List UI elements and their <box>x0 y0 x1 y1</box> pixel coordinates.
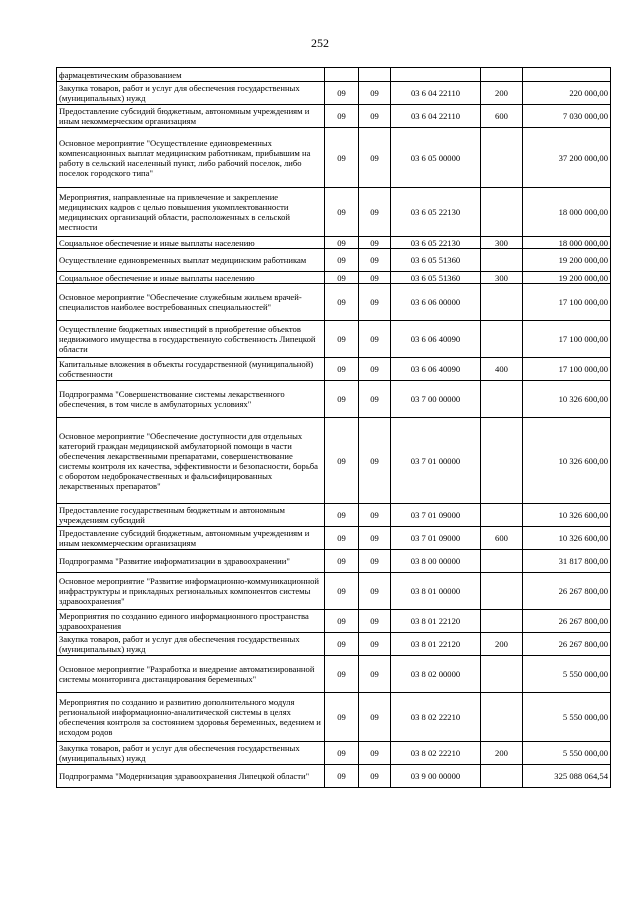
cell-razdel: 09 <box>359 321 391 358</box>
cell-razdel: 09 <box>359 573 391 610</box>
cell-name: Осуществление бюджетных инвестиций в приобретение объектов недвижимого имущества в государственную собственность Липецкой области <box>57 321 325 358</box>
cell-name: Мероприятия по созданию единого информационного пространства здравоохранения <box>57 610 325 633</box>
budget-table <box>56 67 611 788</box>
cell-expense-type: 200 <box>481 633 523 656</box>
cell-amount: 37 200 000,00 <box>523 128 611 188</box>
table-row <box>57 68 611 82</box>
cell-razdel: 09 <box>359 358 391 381</box>
cell-name: Закупка товаров, работ и услуг для обеспечения государственных (муниципальных) нужд <box>57 633 325 656</box>
cell-ved: 09 <box>325 742 359 765</box>
table-row <box>57 693 611 742</box>
cell-ved: 09 <box>325 272 359 284</box>
cell-name: Предоставление государственным бюджетным и автономным учреждениям субсидий <box>57 504 325 527</box>
table-row <box>57 610 611 633</box>
cell-amount <box>523 68 611 82</box>
cell-name: Основное мероприятие "Разработка и внедрение автоматизированной системы мониторинга дистанцирования беременных" <box>57 656 325 693</box>
cell-target-article: 03 6 05 51360 <box>391 249 481 272</box>
cell-razdel: 09 <box>359 610 391 633</box>
cell-razdel: 09 <box>359 693 391 742</box>
cell-amount: 19 200 000,00 <box>523 249 611 272</box>
cell-ved: 09 <box>325 693 359 742</box>
cell-target-article: 03 6 04 22110 <box>391 82 481 105</box>
cell-expense-type <box>481 68 523 82</box>
cell-razdel: 09 <box>359 656 391 693</box>
cell-amount: 10 326 600,00 <box>523 381 611 418</box>
cell-ved: 09 <box>325 610 359 633</box>
cell-amount: 26 267 800,00 <box>523 573 611 610</box>
cell-razdel: 09 <box>359 188 391 237</box>
cell-name: Социальное обеспечение и иные выплаты населению <box>57 272 325 284</box>
cell-ved: 09 <box>325 284 359 321</box>
table-row <box>57 504 611 527</box>
cell-target-article: 03 8 01 00000 <box>391 573 481 610</box>
table-row <box>57 550 611 573</box>
cell-razdel: 09 <box>359 550 391 573</box>
cell-name: Закупка товаров, работ и услуг для обеспечения государственных (муниципальных) нужд <box>57 82 325 105</box>
cell-ved: 09 <box>325 527 359 550</box>
cell-ved <box>325 68 359 82</box>
table-row <box>57 284 611 321</box>
cell-amount: 10 326 600,00 <box>523 418 611 504</box>
cell-razdel: 09 <box>359 527 391 550</box>
cell-razdel <box>359 68 391 82</box>
cell-expense-type: 300 <box>481 272 523 284</box>
table-row <box>57 742 611 765</box>
table-row <box>57 82 611 105</box>
table-row <box>57 358 611 381</box>
cell-target-article: 03 6 06 00000 <box>391 284 481 321</box>
cell-expense-type <box>481 610 523 633</box>
cell-name: фармацевтическим образованием <box>57 68 325 82</box>
cell-expense-type <box>481 381 523 418</box>
cell-expense-type <box>481 321 523 358</box>
cell-expense-type <box>481 693 523 742</box>
cell-expense-type: 300 <box>481 237 523 249</box>
cell-target-article: 03 8 02 22210 <box>391 742 481 765</box>
page-number: 252 <box>311 36 329 50</box>
table-row <box>57 249 611 272</box>
cell-ved: 09 <box>325 656 359 693</box>
cell-amount: 26 267 800,00 <box>523 633 611 656</box>
cell-amount: 325 088 064,54 <box>523 765 611 788</box>
cell-name: Предоставление субсидий бюджетным, автономным учреждениям и иным некоммерческим организациям <box>57 105 325 128</box>
cell-amount: 7 030 000,00 <box>523 105 611 128</box>
table-row <box>57 527 611 550</box>
table-row <box>57 418 611 504</box>
cell-target-article: 03 7 01 09000 <box>391 527 481 550</box>
cell-ved: 09 <box>325 381 359 418</box>
cell-name: Основное мероприятие "Обеспечение доступности для отдельных категорий граждан медицинской амбулаторной помощи в части обеспечения лекарственными препаратами, совершенствование системы контроля их качества, эффективности и безопасности, борьба с оборотом недоброкачественных и фальсифицированных лекарственных препаратов" <box>57 418 325 504</box>
cell-expense-type: 600 <box>481 105 523 128</box>
cell-amount: 18 000 000,00 <box>523 237 611 249</box>
cell-ved: 09 <box>325 504 359 527</box>
cell-razdel: 09 <box>359 272 391 284</box>
cell-target-article: 03 8 00 00000 <box>391 550 481 573</box>
cell-amount: 17 100 000,00 <box>523 358 611 381</box>
cell-amount: 17 100 000,00 <box>523 284 611 321</box>
cell-razdel: 09 <box>359 82 391 105</box>
cell-ved: 09 <box>325 249 359 272</box>
cell-expense-type: 200 <box>481 742 523 765</box>
cell-razdel: 09 <box>359 284 391 321</box>
cell-target-article: 03 7 01 00000 <box>391 418 481 504</box>
cell-amount: 26 267 800,00 <box>523 610 611 633</box>
cell-target-article: 03 6 05 51360 <box>391 272 481 284</box>
cell-ved: 09 <box>325 105 359 128</box>
cell-razdel: 09 <box>359 742 391 765</box>
cell-ved: 09 <box>325 128 359 188</box>
cell-name: Социальное обеспечение и иные выплаты населению <box>57 237 325 249</box>
cell-razdel: 09 <box>359 765 391 788</box>
cell-amount: 5 550 000,00 <box>523 693 611 742</box>
cell-expense-type <box>481 249 523 272</box>
cell-target-article: 03 6 06 40090 <box>391 321 481 358</box>
cell-expense-type <box>481 418 523 504</box>
cell-target-article: 03 8 02 22210 <box>391 693 481 742</box>
cell-expense-type: 200 <box>481 82 523 105</box>
table-row <box>57 765 611 788</box>
table-row <box>57 105 611 128</box>
table-row <box>57 573 611 610</box>
cell-amount: 10 326 600,00 <box>523 504 611 527</box>
cell-ved: 09 <box>325 82 359 105</box>
cell-amount: 31 817 800,00 <box>523 550 611 573</box>
cell-ved: 09 <box>325 573 359 610</box>
table-row <box>57 321 611 358</box>
cell-target-article: 03 7 00 00000 <box>391 381 481 418</box>
cell-amount: 17 100 000,00 <box>523 321 611 358</box>
cell-ved: 09 <box>325 321 359 358</box>
cell-expense-type <box>481 573 523 610</box>
cell-razdel: 09 <box>359 249 391 272</box>
cell-ved: 09 <box>325 237 359 249</box>
cell-ved: 09 <box>325 765 359 788</box>
cell-amount: 18 000 000,00 <box>523 188 611 237</box>
cell-name: Капитальные вложения в объекты государственной (муниципальной) собственности <box>57 358 325 381</box>
cell-razdel: 09 <box>359 237 391 249</box>
cell-target-article: 03 8 01 22120 <box>391 610 481 633</box>
cell-razdel: 09 <box>359 128 391 188</box>
cell-razdel: 09 <box>359 418 391 504</box>
cell-name: Подпрограмма "Совершенствование системы лекарственного обеспечения, в том числе в амбулаторных условиях" <box>57 381 325 418</box>
cell-amount: 10 326 600,00 <box>523 527 611 550</box>
cell-razdel: 09 <box>359 633 391 656</box>
cell-name: Основное мероприятие "Развитие информационно-коммуникационной инфраструктуры и прикладных региональных компонентов системы здравоохранения" <box>57 573 325 610</box>
cell-target-article: 03 6 05 22130 <box>391 237 481 249</box>
cell-target-article: 03 9 00 00000 <box>391 765 481 788</box>
cell-amount: 5 550 000,00 <box>523 742 611 765</box>
cell-target-article: 03 7 01 09000 <box>391 504 481 527</box>
cell-name: Предоставление субсидий бюджетным, автономным учреждениям и иным некоммерческим организациям <box>57 527 325 550</box>
cell-expense-type <box>481 656 523 693</box>
cell-expense-type <box>481 504 523 527</box>
cell-target-article: 03 6 05 22130 <box>391 188 481 237</box>
cell-ved: 09 <box>325 188 359 237</box>
cell-amount: 19 200 000,00 <box>523 272 611 284</box>
cell-razdel: 09 <box>359 504 391 527</box>
cell-amount: 5 550 000,00 <box>523 656 611 693</box>
table-row <box>57 237 611 249</box>
cell-expense-type <box>481 188 523 237</box>
cell-target-article: 03 8 02 00000 <box>391 656 481 693</box>
cell-name: Осуществление единовременных выплат медицинским работникам <box>57 249 325 272</box>
table-row <box>57 188 611 237</box>
cell-name: Подпрограмма "Модернизация здравоохранения Липецкой области" <box>57 765 325 788</box>
cell-expense-type <box>481 550 523 573</box>
table-row <box>57 381 611 418</box>
table-row <box>57 128 611 188</box>
cell-name: Основное мероприятие "Осуществление единовременных компенсационных выплат медицинским работникам, прибывшим на работу в сельский населенный пункт, либо рабочий поселок, либо поселок городского типа" <box>57 128 325 188</box>
cell-expense-type <box>481 284 523 321</box>
cell-ved: 09 <box>325 550 359 573</box>
cell-razdel: 09 <box>359 381 391 418</box>
cell-name: Закупка товаров, работ и услуг для обеспечения государственных (муниципальных) нужд <box>57 742 325 765</box>
cell-ved: 09 <box>325 358 359 381</box>
table-row <box>57 633 611 656</box>
cell-target-article: 03 6 04 22110 <box>391 105 481 128</box>
cell-name: Мероприятия по созданию и развитию дополнительного модуля региональной информационно-аналитической системы в целях обеспечения контроля за состоянием здоровья беременных, ведением и исходом родов <box>57 693 325 742</box>
cell-amount: 220 000,00 <box>523 82 611 105</box>
cell-target-article: 03 8 01 22120 <box>391 633 481 656</box>
cell-ved: 09 <box>325 418 359 504</box>
cell-ved: 09 <box>325 633 359 656</box>
cell-expense-type: 600 <box>481 527 523 550</box>
cell-name: Мероприятия, направленные на привлечение и закрепление медицинских кадров с целью повышения укомплектованности медицинских организаций области, расположенных в сельской местности <box>57 188 325 237</box>
cell-razdel: 09 <box>359 105 391 128</box>
cell-name: Подпрограмма "Развитие информатизации в здравоохранении" <box>57 550 325 573</box>
table-row <box>57 272 611 284</box>
budget-table-body <box>57 68 611 788</box>
table-row <box>57 656 611 693</box>
cell-target-article: 03 6 05 00000 <box>391 128 481 188</box>
cell-name: Основное мероприятие "Обеспечение служебным жильем врачей-специалистов наиболее востребованных специальностей" <box>57 284 325 321</box>
cell-target-article <box>391 68 481 82</box>
cell-expense-type <box>481 128 523 188</box>
cell-expense-type: 400 <box>481 358 523 381</box>
cell-target-article: 03 6 06 40090 <box>391 358 481 381</box>
cell-expense-type <box>481 765 523 788</box>
